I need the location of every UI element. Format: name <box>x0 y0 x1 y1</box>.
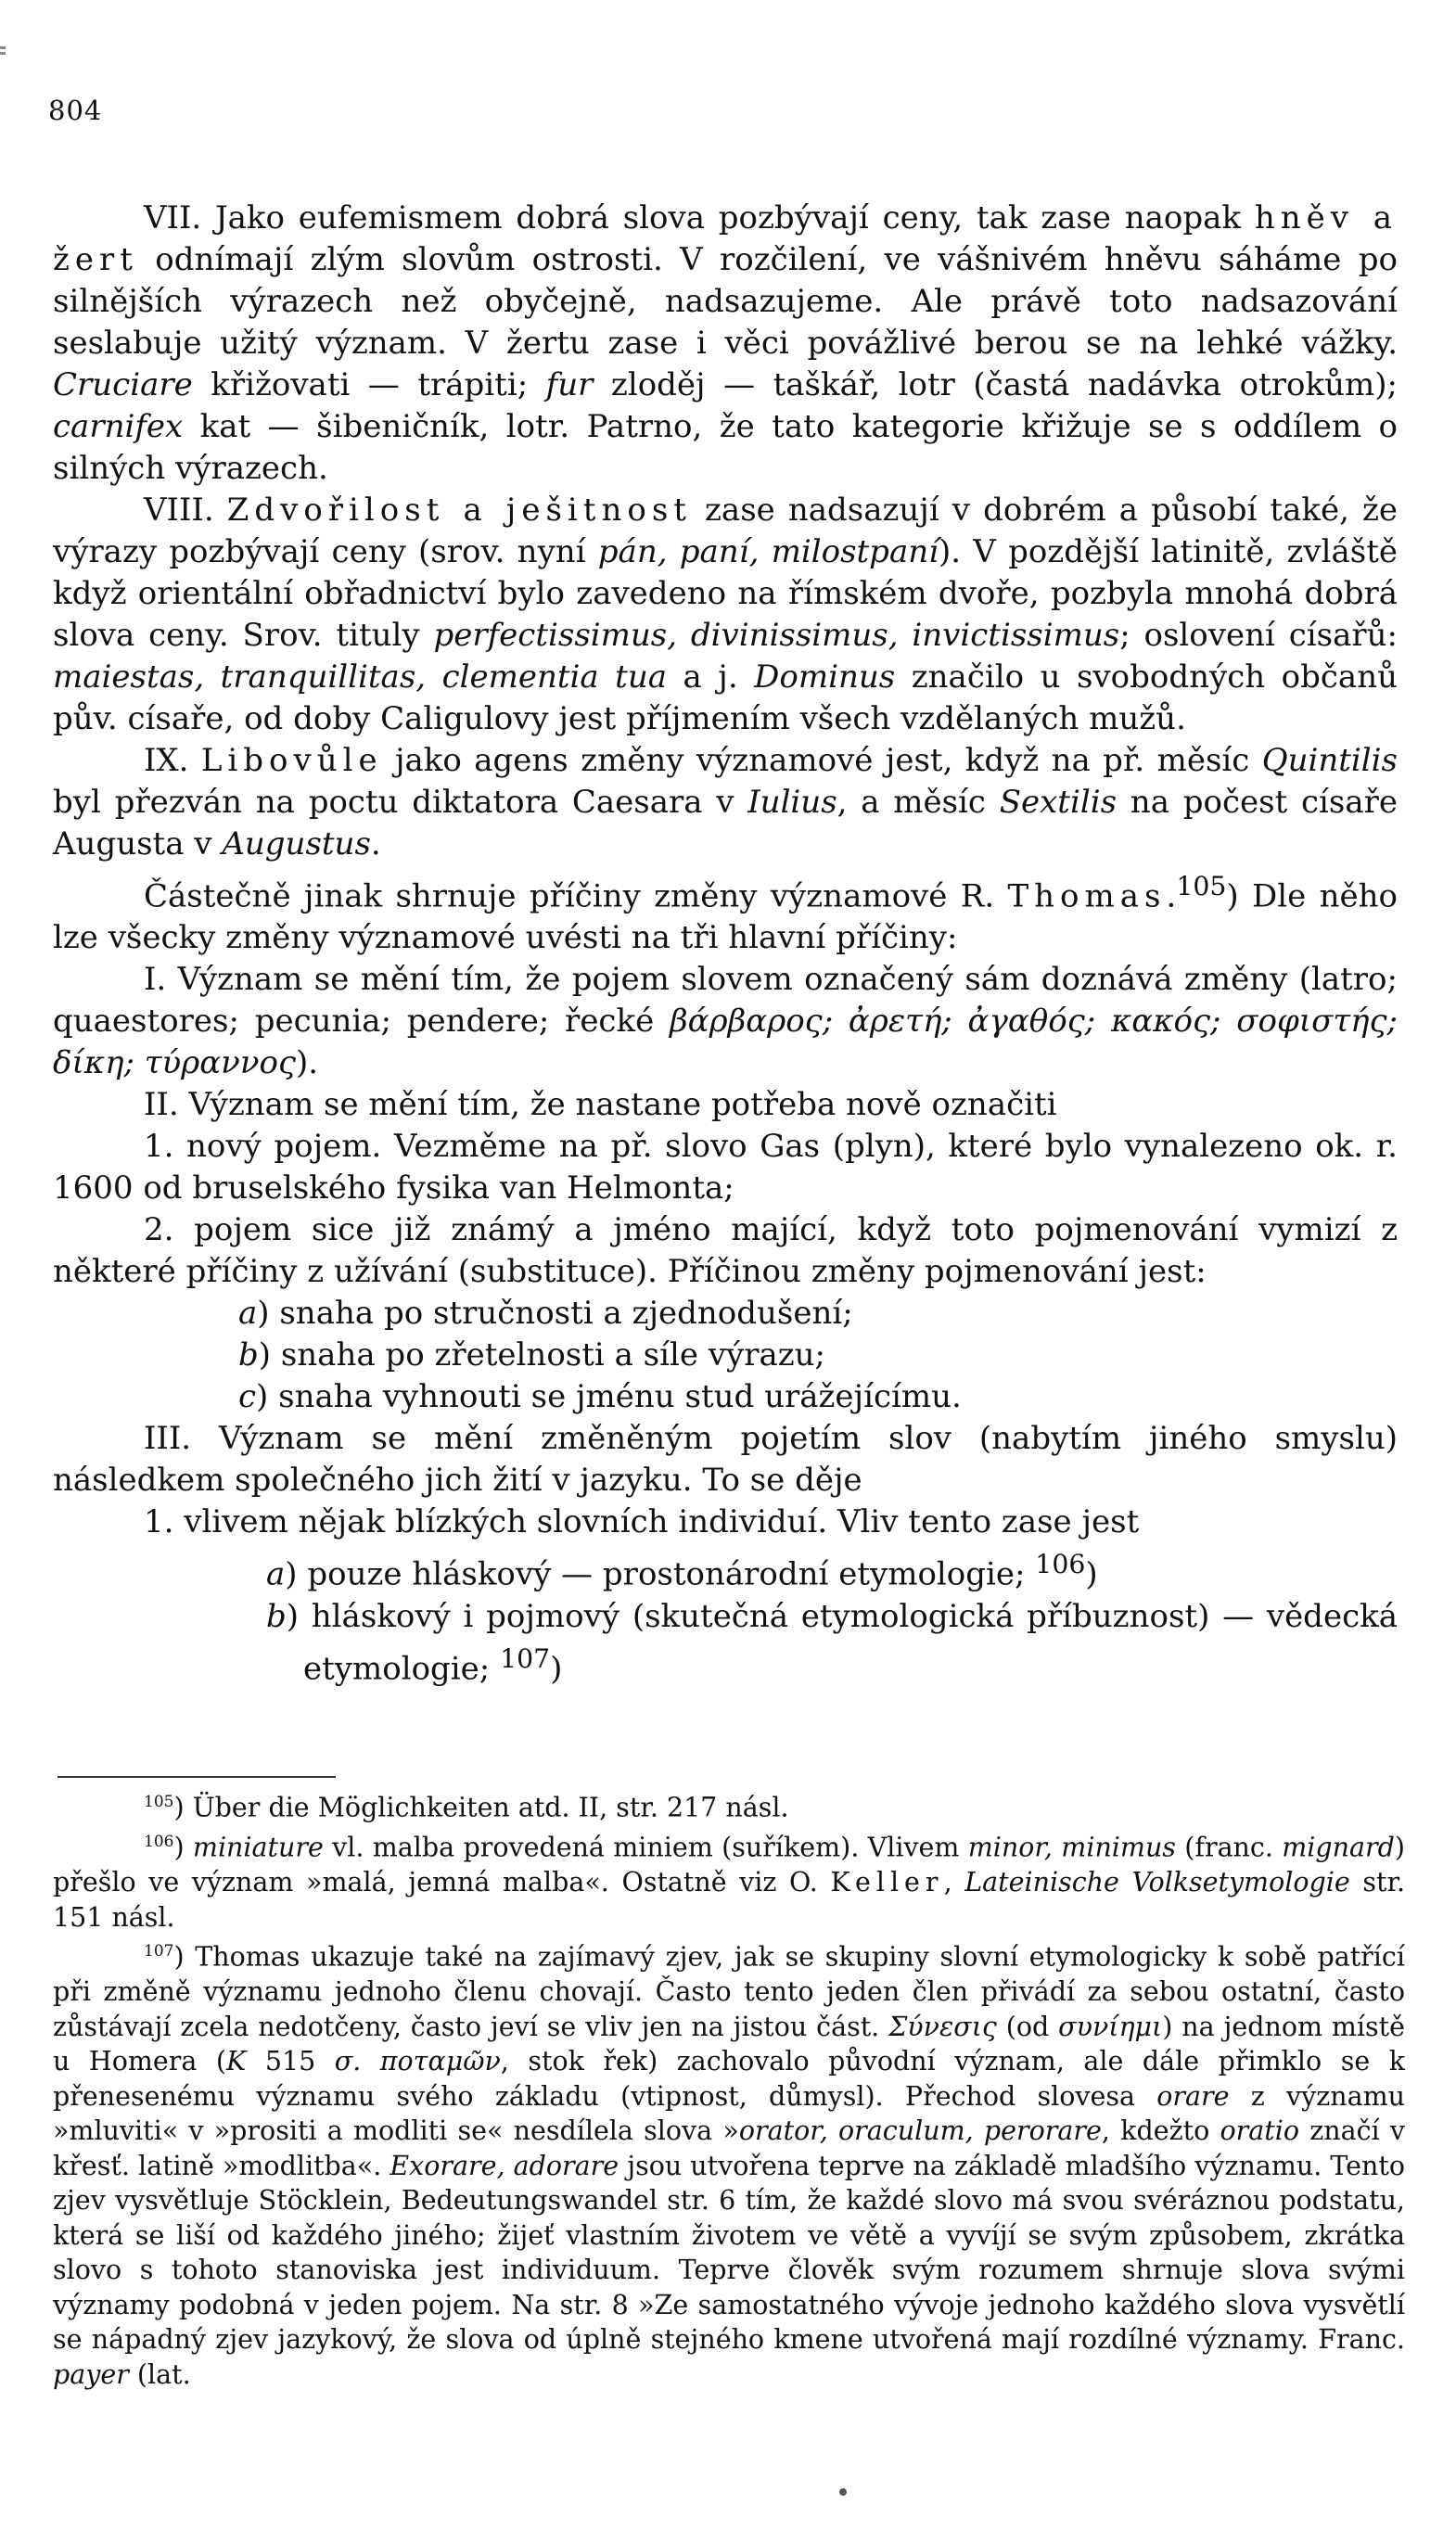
text-run: ) <box>1085 1555 1098 1593</box>
footnote-ref: 107 <box>500 1642 551 1674</box>
footnote-ref: 106 <box>144 1833 174 1851</box>
text-run: odnímají zlým slovům ostrosti. V rozčilení, ve vášnivém hněvu sáháme po silnějších výrazech než obyčejně, nadsazujeme. Ale právě toto nadsazování seslabuje užitý význam. V žertu zase i věci povážlivé berou se na lehké vážky. <box>53 241 1398 362</box>
text-run: ; oslovení císařů: <box>1119 617 1398 654</box>
paragraph <box>53 1543 1398 1595</box>
italic-term: b <box>266 1597 287 1635</box>
italic-term: Augustus <box>222 825 371 862</box>
text-run: . <box>1166 877 1177 915</box>
italic-term: carnifex <box>53 408 184 445</box>
italic-term: σ. ποταμῶν <box>334 2046 501 2076</box>
italic-term: fur <box>545 366 594 403</box>
italic-term: a <box>266 1555 286 1593</box>
text-run: I. Význam se mění tím, že pojem slovem označený sám doznává změny (latro; quaestores; pecunia; pendere; řecké <box>53 961 1398 1041</box>
text-run: ) přešlo ve význam »malá, jemná malba«. Ostatně viz O. <box>53 1832 1406 1898</box>
italic-term: orator, oraculum, perorare <box>738 2115 1102 2146</box>
text-run: 1. vlivem nějak blízkých slovních individuí. Vliv tento zase jest <box>144 1503 1140 1541</box>
text-run: ) Über die Möglichkeiten atd. II, str. 217 násl. <box>173 1792 789 1823</box>
text-run: zloděj — taškář, lotr (častá nadávka otrokům); <box>593 366 1398 403</box>
italic-term: Dominus <box>754 658 896 696</box>
text-run: na počest císaře Augusta v <box>53 784 1398 862</box>
text-run: , <box>943 1867 965 1898</box>
text-run: (lat. <box>128 2358 191 2390</box>
italic-term: c <box>238 1378 257 1416</box>
text-run: , kdežto <box>1101 2115 1220 2146</box>
text-run: str. 151 násl. <box>53 1867 1406 1933</box>
scan-edge-mark <box>0 52 6 55</box>
body-text <box>53 198 1398 1690</box>
italic-term: Exorare, adorare <box>390 2150 619 2181</box>
text-run: jako agens změny významové jest, když na př. měsíc <box>382 742 1262 779</box>
italic-term: oratio <box>1220 2115 1299 2146</box>
text-run: ) hláskový i pojmový (skutečná etymologická příbuznost) — vědecká etymologie; <box>286 1597 1398 1687</box>
paragraph <box>53 1376 1398 1418</box>
italic-term: K <box>226 2046 247 2076</box>
text-run: III. Význam se mění změněným pojetím slov (nabytím jiného smyslu) následkem společného jich žití v jazyku. To se děje <box>53 1420 1398 1500</box>
text-run: vl. malba provedená miniem (suříkem). Vlivem <box>323 1832 968 1863</box>
text-run: ) <box>550 1649 563 1687</box>
text-run: VII. Jako eufemismem dobrá slova pozbývají ceny, tak zase naopak <box>144 199 1255 236</box>
text-run: značilo u svobodných občanů pův. císaře, od doby Caligulovy jest příjmením všech vzdělaných mužů. <box>53 658 1398 737</box>
text-run: kat — šibeničník, lotr. Patrno, že tato kategorie křižuje se s oddílem o silných výrazech. <box>53 408 1398 487</box>
footnote <box>53 1935 1405 2392</box>
text-run: , a měsíc <box>837 784 1000 821</box>
spaced-term: hněv a žert <box>53 199 1399 278</box>
text-run: ) snaha po zřetelnosti a síle výrazu; <box>258 1336 825 1374</box>
text-run: , stok řek) zachovalo původní význam, ale dále přimklo se k přenesenému významu svého základu (vtipnost, důmysl). Přechod slovesa <box>53 2046 1405 2112</box>
text-run: ) Thomas ukazuje také na zajímavý zjev, jak se skupiny slovní etymologicky k sobě patřící při změně významu jednoho členu chovají. Často tento jeden člen přivádí za sebou ostatní, často zůstávají zcela nedotčeny, často jeví se vliv jen na jistou část. <box>53 1941 1405 2042</box>
italic-term: Sextilis <box>999 784 1118 821</box>
italic-term: perfectissimus, divinissimus, invictissimus <box>433 617 1120 654</box>
italic-term: συνίημι <box>1058 2011 1163 2042</box>
footnotes <box>53 1785 1405 2392</box>
paragraph <box>53 1126 1398 1209</box>
text-run: 1. nový pojem. Vezměme na př. slovo Gas (plyn), které bylo vynalezeno ok. r. 1600 od bruselského fysika van Helmonta; <box>53 1128 1398 1208</box>
paragraph <box>53 1209 1398 1293</box>
paragraph <box>53 1084 1398 1126</box>
page-number: 804 <box>48 95 103 126</box>
scan-edge-mark <box>0 46 6 49</box>
italic-term: Cruciare <box>53 366 193 403</box>
paragraph <box>53 740 1398 865</box>
text-run: značí v křesť. latině »modlitba«. <box>53 2115 1406 2181</box>
footnote <box>53 1825 1405 1935</box>
italic-term: Quintilis <box>1261 742 1398 779</box>
footnote-ref: 105 <box>1176 871 1227 901</box>
italic-term: maiestas, tranquillitas, clementia tua <box>53 658 668 696</box>
text-run: křižovati — trápiti; <box>192 366 546 403</box>
italic-term: βάρβαρος; ἀρετή; ἀγαθός; κακός; σοφιστής; δίκη; τύραννος <box>53 1003 1398 1082</box>
italic-term: Σύνεσις <box>888 2011 997 2042</box>
text-run: ) na jednom místě u Homera ( <box>53 2011 1405 2076</box>
italic-term: Iulius <box>747 784 837 821</box>
text-run: . <box>370 825 381 862</box>
italic-term: payer <box>53 2358 129 2390</box>
italic-term: miniature <box>192 1832 324 1863</box>
spaced-term: Zdvořilost a ješitnost <box>226 492 692 529</box>
text-run: (franc. <box>1175 1832 1283 1863</box>
footnote-ref: 106 <box>1035 1549 1086 1580</box>
footnote-separator <box>57 1776 336 1778</box>
text-run: VIII. <box>144 492 227 529</box>
paragraph <box>53 865 1398 959</box>
text-run: ) snaha po stručnosti a zjednodušení; <box>257 1295 853 1333</box>
italic-term: mignard <box>1282 1832 1395 1863</box>
text-run: jsou utvořena teprve na základě mladšího významu. Tento zjev vysvětluje Stöcklein, Bedeutungswandel str. 6 tím, že každé slovo má svou svéráznou podstatu, která se liší od každého jiného; žijeť vlastním životem ve větě a vyvíjí se svým způsobem, zkrátka slovo s tohoto stanoviska jest individuum. Teprve člověk svým rozumem shrnuje slova svými významy podobná v jeden pojem. Na str. 8 »Ze samostatného vývoje jednoho každého slova vysvětlí se nápadný zjev jazykový, že slova od úplně stejného kmene utvořená mají rozdílné významy. Franc. <box>53 2150 1405 2355</box>
spaced-term: Thomas <box>1007 877 1167 915</box>
text-run: Částečně jinak shrnuje příčiny změny významové R. <box>144 877 1008 915</box>
text-run: zase nadsazují v dobrém a působí také, že výrazy pozbývají ceny (srov. nyní <box>53 492 1398 570</box>
footnote <box>53 1785 1405 1825</box>
paragraph <box>53 490 1398 740</box>
text-run: ) pouze hláskový — prostonárodní etymologie; <box>285 1555 1036 1593</box>
text-run: a j. <box>667 658 755 696</box>
scan-dot <box>839 2488 847 2496</box>
paragraph <box>53 198 1398 490</box>
italic-term: Lateinische Volksetymologie <box>964 1867 1350 1898</box>
footnote-ref: 105 <box>144 1793 174 1811</box>
italic-term: a <box>238 1295 258 1333</box>
text-run: ) Dle něho lze všecky změny významové uvésti na tři hlavní příčiny: <box>53 877 1398 957</box>
footnote-ref: 107 <box>144 1942 174 1961</box>
text-run: 515 <box>246 2046 335 2076</box>
paragraph <box>53 1501 1398 1543</box>
paragraph <box>53 959 1398 1084</box>
text-run: IX. <box>144 742 201 779</box>
text-run: byl přezván na poctu diktatora Caesara v <box>53 784 748 821</box>
text-run: (od <box>996 2011 1059 2042</box>
italic-term: pán, paní, milostpaní <box>597 533 939 570</box>
text-run: 2. pojem sice již známý a jméno mající, když toto pojmenování vymizí z některé příčiny z užívání (substituce). Příčinou změny pojmenování jest: <box>53 1211 1398 1291</box>
text-run: z významu »mluviti« v »prositi a modliti se« nesdílela slova » <box>53 2080 1405 2146</box>
text-run: ) <box>173 1832 193 1863</box>
paragraph <box>53 1335 1398 1376</box>
text-run: ). <box>296 1044 319 1082</box>
spaced-term: Keller <box>830 1867 944 1898</box>
text-run: ) snaha vyhnouti se jménu stud urážejícímu. <box>256 1378 962 1416</box>
italic-term: minor, minimus <box>967 1832 1176 1863</box>
spaced-term: Libovůle <box>200 742 383 779</box>
italic-term: orare <box>1156 2080 1230 2112</box>
paragraph <box>53 1596 1398 1690</box>
paragraph <box>53 1418 1398 1501</box>
text-run: ). V pozdější latinitě, zvláště když orientální obřadnictví bylo zavedeno na římském dvoře, pozbyla mnohá dobrá slova ceny. Srov. tituly <box>53 533 1398 654</box>
italic-term: b <box>238 1336 259 1374</box>
paragraph <box>53 1293 1398 1335</box>
text-run: II. Význam se mění tím, že nastane potřeba nově označiti <box>144 1086 1057 1124</box>
